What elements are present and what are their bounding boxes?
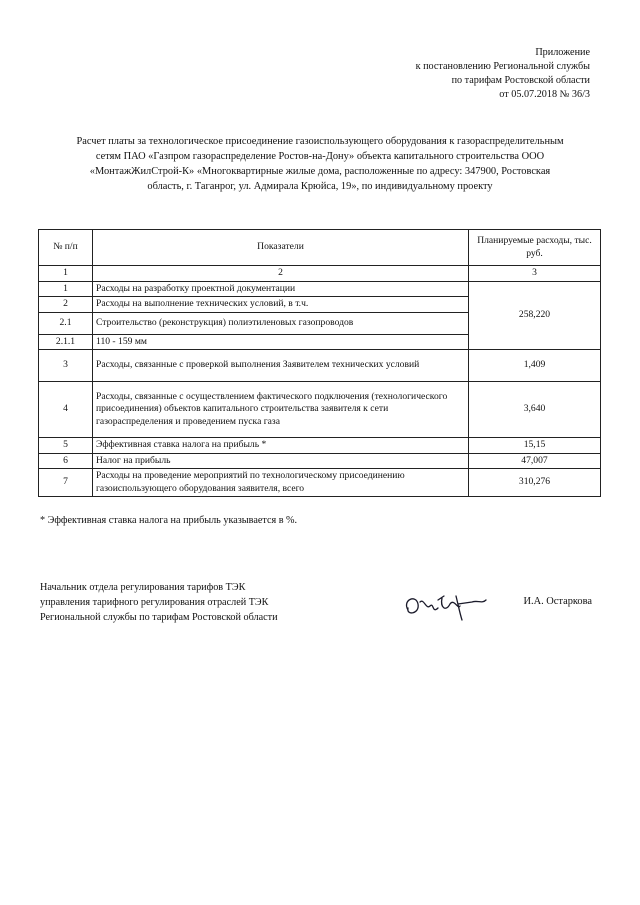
handwritten-signature xyxy=(398,590,490,624)
table-row xyxy=(39,350,601,382)
row-label: Расходы на выполнение технических условий, в т.ч. xyxy=(93,297,469,313)
position-line: управления тарифного регулирования отраслей ТЭК xyxy=(40,597,269,608)
row-number: 3 xyxy=(39,350,93,382)
title-line: область, г. Таганрог, ул. Адмирала Крюйса, 19», по индивидуальному проекту xyxy=(147,181,493,192)
row-label: Налог на прибыль xyxy=(93,453,469,469)
footnote: * Эффективная ставка налога на прибыль указывается в %. xyxy=(40,515,298,526)
row-value: 47,007 xyxy=(469,453,601,469)
row-number: 2.1 xyxy=(39,312,93,334)
row-value: 1,409 xyxy=(469,350,601,382)
table-header-row xyxy=(39,230,601,266)
position-line: Региональной службы по тарифам Ростовской области xyxy=(40,612,278,623)
appendix-block xyxy=(230,46,590,102)
numbering-cell: 2 xyxy=(93,266,469,282)
header-indicator: Показатели xyxy=(93,230,469,266)
signatory-name: И.А. Остаркова xyxy=(523,596,592,607)
table-row xyxy=(39,469,601,497)
table-row xyxy=(39,281,601,297)
row-number: 2 xyxy=(39,297,93,313)
row-label: 110 - 159 мм xyxy=(93,334,469,350)
position-line: Начальник отдела регулирования тарифов ТЭК xyxy=(40,582,246,593)
appendix-line: Приложение xyxy=(535,47,590,58)
row-label: Строительство (реконструкция) полиэтиленовых газопроводов xyxy=(93,312,469,334)
row-label: Расходы, связанные с проверкой выполнения Заявителем технических условий xyxy=(93,350,469,382)
row-label: Расходы на проведение мероприятий по технологическому присоединению газоиспользующего оборудования заявителя, всего xyxy=(93,469,469,497)
signatory-position xyxy=(40,580,278,625)
title-line: сетям ПАО «Газпром газораспределение Ростов-на-Дону» объекта капитального строительства ООО xyxy=(95,151,545,162)
document-title xyxy=(38,134,602,194)
table-numbering-row xyxy=(39,266,601,282)
merged-value-cell: 258,220 xyxy=(469,281,601,350)
row-label: Расходы на разработку проектной документации xyxy=(93,281,469,297)
numbering-cell: 1 xyxy=(39,266,93,282)
title-line: «МонтажЖилСтрой-К» «Многоквартирные жилые дома, расположенные по адресу: 347900, Ростовская xyxy=(89,166,551,177)
row-value: 3,640 xyxy=(469,382,601,438)
calculation-table xyxy=(38,229,601,497)
row-label: Эффективная ставка налога на прибыль * xyxy=(93,438,469,454)
row-number: 2.1.1 xyxy=(39,334,93,350)
row-number: 5 xyxy=(39,438,93,454)
row-number: 1 xyxy=(39,281,93,297)
row-number: 6 xyxy=(39,453,93,469)
appendix-date: от 05.07.2018 № 36/3 xyxy=(499,89,590,100)
numbering-cell: 3 xyxy=(469,266,601,282)
header-planned-costs: Планируемые расходы, тыс. руб. xyxy=(469,230,601,266)
appendix-line: по тарифам Ростовской области xyxy=(451,75,590,86)
appendix-line: к постановлению Региональной службы xyxy=(415,61,590,72)
row-number: 4 xyxy=(39,382,93,438)
row-label: Расходы, связанные с осуществлением фактического подключения (технологического присоединения) объектов капитального строительства заявителя к сети газораспределения и проведением пуска газа xyxy=(93,382,469,438)
table-row xyxy=(39,382,601,438)
table-row xyxy=(39,453,601,469)
row-value: 310,276 xyxy=(469,469,601,497)
table-row xyxy=(39,438,601,454)
row-number: 7 xyxy=(39,469,93,497)
title-line: Расчет платы за технологическое присоединение газоиспользующего оборудования к газораспределительным xyxy=(76,136,564,147)
row-value: 15,15 xyxy=(469,438,601,454)
header-number: № п/п xyxy=(39,230,93,266)
